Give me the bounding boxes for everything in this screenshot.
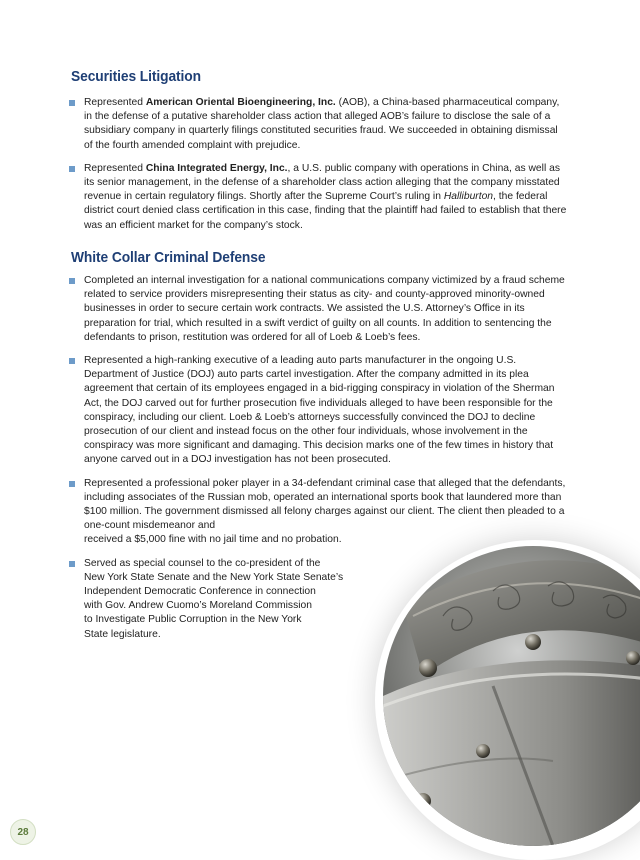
- square-bullet-icon: [69, 100, 75, 106]
- list-item-text: Represented a high-ranking executive of a leading auto parts manufacturer in the ongoing U.S. Department of Justice (DOJ) auto parts cartel investigation. After the company admitted in its plea agreement that certain of its employees engaged in a bid-rigging conspiracy in violation of the Sherman Act, the DOJ carved out for further prosecution five individuals alleged to have been responsible for the conspiracy, including our client. Loeb & Loeb’s attorneys successfully convinced the DOJ to decline prosecution of our client and instead focus on the other four individuals, whose involvement in the conspiracy was more significant and damaging. This decision marks one of the few times in history that anyone carved out in a DOJ investigation has not been prosecuted.: [84, 355, 555, 466]
- square-bullet-icon: [69, 358, 75, 364]
- list-item: [69, 274, 569, 345]
- list-item: [69, 477, 570, 548]
- square-bullet-icon: [69, 278, 75, 284]
- square-bullet-icon: [69, 166, 75, 172]
- list-item-text: Completed an internal investigation for a national communications company victimized by a fraud scheme related to service providers misrepresenting their status as city- and county-approved minority-owned businesses in order to secure certain work contracts. We assisted the U.S. Attorney’s Office in its preparation for trial, which resulted in a swift verdict of guilty on all counts. In addition to sentencing the defendants to prison, restitution was ordered for all of Loeb & Loeb’s fees.: [84, 275, 565, 343]
- list-item: [69, 162, 569, 233]
- section-heading-securities: Securities Litigation: [71, 68, 201, 85]
- page-number: 28: [10, 819, 36, 845]
- list-item-text: Represented American Oriental Bioengineering, Inc. (AOB), a China-based pharmaceutical company, in the defense of a putative shareholder class action that alleged AOB’s failure to disclose the sale of a subsidiary company in quarterly filings constituted securities fraud. We succeeded in obtaining dismissal of the fourth amended complaint with prejudice.: [84, 97, 560, 151]
- securities-list: [69, 96, 569, 242]
- section-heading-white-collar: White Collar Criminal Defense: [71, 249, 266, 266]
- list-item: [69, 96, 569, 153]
- list-item-text: Represented a professional poker player in a 34-defendant criminal case that alleged that the defendants, including associates of the Russian mob, operated an international sports book that laundered more than $100 million. The government dismissed all felony charges against our client. The client then pleaded to a one-count misdemeanor and received a $5,000 fine with no jail time and no probation.: [84, 477, 566, 546]
- list-item-text: Represented China Integrated Energy, Inc., a U.S. public company with operations in China, as well as its senior management, in the defense of a shareholder class action alleging that the company misstated revenue in certain regulatory filings. Shortly after the Supreme Court’s ruling in Halliburton, the federal district court denied class certification in this case, finding that the plaintiff had failed to establish that there was an efficient market for the company’s stock.: [84, 162, 567, 231]
- list-item-text: Served as special counsel to the co-president of the New York State Senate and the New York State Senate’s Independent Democratic Conference in connection with Gov. Andrew Cuomo’s Moreland Commission to Investigate Public Corruption in the New York State legislature.: [84, 557, 344, 640]
- square-bullet-icon: [69, 561, 75, 567]
- square-bullet-icon: [69, 481, 75, 487]
- list-item: [69, 354, 569, 468]
